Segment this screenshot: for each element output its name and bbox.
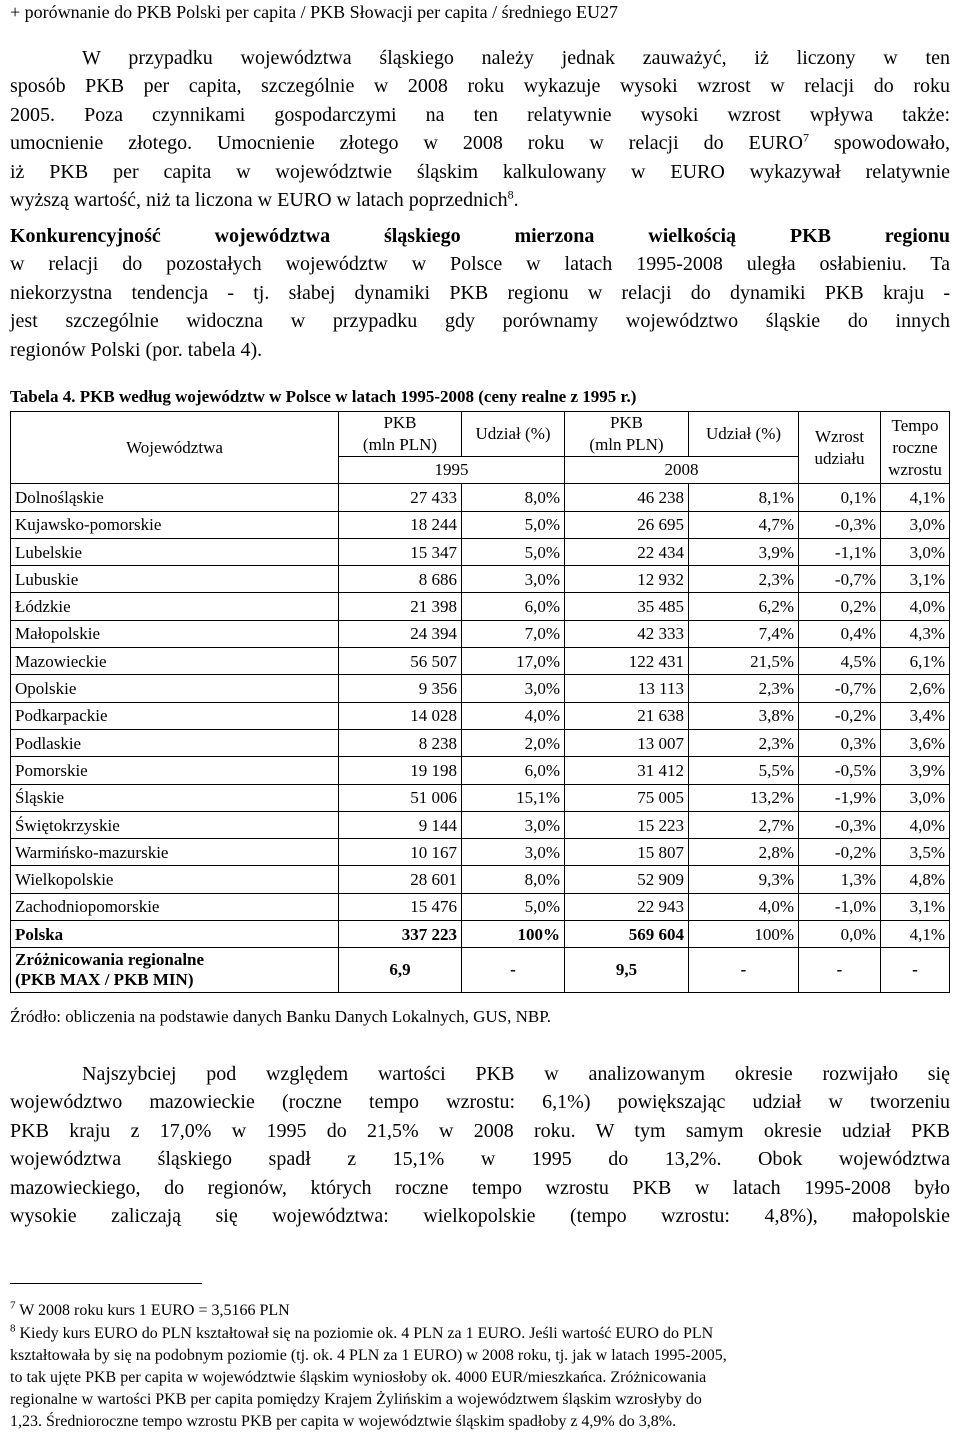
footnote-number: 8 — [10, 1322, 16, 1335]
footnote-ref-7[interactable]: 7 — [802, 130, 809, 145]
cell-annual-growth: 4,1% — [881, 484, 950, 511]
paragraph-fastest-growth — [10, 1060, 950, 1230]
cell-name: Lubelskie — [11, 538, 339, 565]
cell-share-growth: 0,4% — [799, 620, 881, 647]
cell-name: Podkarpackie — [11, 702, 339, 729]
cell-annual-growth: 3,0% — [881, 784, 950, 811]
cell-pkb-1995: 8 238 — [339, 729, 462, 756]
header-share-growth: Wzrost udziału — [799, 412, 881, 484]
cell-share-2008: 4,7% — [689, 511, 799, 538]
footnote-line: 1,23. Średnioroczne tempo wzrostu PKB per capita w województwie śląskim spadłoby z 4,9% do 3,8%. — [10, 1413, 677, 1430]
cell-pkb-1995: 10 167 — [339, 839, 462, 866]
cell-share-growth: -0,2% — [799, 702, 881, 729]
cell-annual-growth: 4,1% — [881, 921, 950, 948]
table-row — [11, 729, 950, 756]
gdp-table — [10, 411, 950, 993]
cell-share-1995: 8,0% — [462, 484, 565, 511]
cell-pkb-2008: 15 807 — [565, 839, 689, 866]
cell-name: Wielkopolskie — [11, 866, 339, 893]
cell-share-1995: 7,0% — [462, 620, 565, 647]
cell-annual-growth: 3,0% — [881, 511, 950, 538]
paragraph-line: województwa śląskiego spadł z 15,1% w 1995 do 13,2%. Obok województwa — [10, 1148, 950, 1171]
cell-share-1995: 3,0% — [462, 675, 565, 702]
header-voivodeship: Województwa — [11, 412, 339, 484]
cell-annual-growth: 3,9% — [881, 757, 950, 784]
header-share-1995: Udział (%) — [462, 412, 565, 457]
cell-pkb-1995: 24 394 — [339, 620, 462, 647]
header-year-2008: 2008 — [565, 457, 799, 484]
cell-share-2008: 8,1% — [689, 484, 799, 511]
cell-name: Małopolskie — [11, 620, 339, 647]
cell-name: Podlaskie — [11, 729, 339, 756]
table-row — [11, 811, 950, 838]
cell-share-1995: 17,0% — [462, 648, 565, 675]
cell-annual-growth: 2,6% — [881, 675, 950, 702]
cell-share-2008: 21,5% — [689, 648, 799, 675]
cell-share-growth: 0,1% — [799, 484, 881, 511]
cell-share-2008: - — [689, 948, 799, 993]
cell-pkb-1995: 21 398 — [339, 593, 462, 620]
cell-pkb-1995: 8 686 — [339, 566, 462, 593]
table-row — [11, 702, 950, 729]
paragraph-line: w relacji do pozostałych województw w Polsce w latach 1995-2008 uległa osłabieniu. Ta — [10, 253, 950, 276]
header-annual-growth: Tempo roczne wzrostu — [881, 412, 950, 484]
cell-pkb-2008: 52 909 — [565, 866, 689, 893]
cell-pkb-1995: 27 433 — [339, 484, 462, 511]
table-row — [11, 866, 950, 893]
cell-pkb-2008: 46 238 — [565, 484, 689, 511]
cell-annual-growth: - — [881, 948, 950, 993]
top-legend-line: + porównanie do PKB Polski per capita / PKB Słowacji per capita / średniego EU27 — [10, 2, 619, 22]
cell-share-2008: 2,3% — [689, 675, 799, 702]
paragraph-line: województwo mazowieckie (roczne tempo wzrostu: 6,1%) powiększając udział w tworzeniu — [10, 1091, 950, 1114]
paragraph-line: PKB kraju z 17,0% w 1995 do 21,5% w 2008 roku. W tym samym okresie udział PKB — [10, 1119, 950, 1142]
paragraph-line: umocnienie złotego. Umocnienie złotego w 2008 roku w relacji do EURO$^7$ spowodowało, — [10, 130, 950, 155]
cell-name: Kujawsko-pomorskie — [11, 511, 339, 538]
cell-pkb-1995: 28 601 — [339, 866, 462, 893]
cell-share-1995: 3,0% — [462, 566, 565, 593]
cell-pkb-2008: 31 412 — [565, 757, 689, 784]
cell-share-1995: - — [462, 948, 565, 993]
table-row — [11, 566, 950, 593]
cell-annual-growth: 4,0% — [881, 811, 950, 838]
cell-share-2008: 3,9% — [689, 538, 799, 565]
footnote-8 — [10, 1323, 940, 1433]
table-row — [11, 784, 950, 811]
cell-share-growth: 0,0% — [799, 921, 881, 948]
cell-annual-growth: 4,8% — [881, 866, 950, 893]
footnote-line: $^7$ W 2008 roku kurs 1 EURO = 3,5166 PLN — [10, 1299, 290, 1319]
cell-share-growth: -0,7% — [799, 675, 881, 702]
cell-share-1995: 3,0% — [462, 839, 565, 866]
cell-pkb-1995: 9 356 — [339, 675, 462, 702]
cell-share-growth: 1,3% — [799, 866, 881, 893]
header-year-1995: 1995 — [339, 457, 565, 484]
cell-pkb-1995: 18 244 — [339, 511, 462, 538]
cell-share-growth: -1,1% — [799, 538, 881, 565]
cell-share-2008: 2,7% — [689, 811, 799, 838]
cell-share-1995: 5,0% — [462, 511, 565, 538]
cell-pkb-1995: 15 347 — [339, 538, 462, 565]
cell-name: Mazowieckie — [11, 648, 339, 675]
cell-share-2008: 5,5% — [689, 757, 799, 784]
footnote-separator — [10, 1283, 202, 1284]
cell-pkb-2008: 13 007 — [565, 729, 689, 756]
cell-pkb-2008: 122 431 — [565, 648, 689, 675]
table-row — [11, 538, 950, 565]
cell-pkb-2008: 75 005 — [565, 784, 689, 811]
paragraph-line: iż PKB per capita w województwie śląskim kalkulowany w EURO wykazywał relatywnie — [10, 160, 950, 183]
cell-pkb-2008: 21 638 — [565, 702, 689, 729]
cell-share-2008: 2,3% — [689, 566, 799, 593]
cell-annual-growth: 4,0% — [881, 593, 950, 620]
cell-name: Dolnośląskie — [11, 484, 339, 511]
paragraph-line: 2005. Poza czynnikami gospodarczymi na ten relatywnie wysoki wzrost wpływa także: — [10, 103, 950, 126]
cell-pkb-2008: 26 695 — [565, 511, 689, 538]
cell-annual-growth: 4,3% — [881, 620, 950, 647]
table-row — [11, 893, 950, 920]
footnote-line: regionalne w wartości PKB per capita pomiędzy Krajem Żylińskim a województwem śląskim wzrosłyby do — [10, 1391, 702, 1408]
cell-pkb-2008: 9,5 — [565, 948, 689, 993]
cell-share-growth: 0,2% — [799, 593, 881, 620]
cell-share-growth: -0,3% — [799, 811, 881, 838]
table-row — [11, 757, 950, 784]
cell-pkb-2008: 15 223 — [565, 811, 689, 838]
header-pkb-1995: PKB (mln PLN) — [339, 412, 462, 457]
paragraph-line: regionów Polski (por. tabela 4). — [10, 338, 263, 361]
footnote-7 — [10, 1300, 940, 1322]
footnote-line: to tak ujęte PKB per capita w województwie śląskim wyniosłoby ok. 4000 EUR/mieszkańca. Zróżnicowania — [10, 1369, 707, 1386]
cell-name: Pomorskie — [11, 757, 339, 784]
footnote-number: 7 — [10, 1299, 16, 1312]
cell-share-growth: -0,7% — [799, 566, 881, 593]
cell-share-growth: -1,9% — [799, 784, 881, 811]
header-pkb-2008: PKB (mln PLN) — [565, 412, 689, 457]
table-row — [11, 484, 950, 511]
cell-share-1995: 8,0% — [462, 866, 565, 893]
paragraph-line: W przypadku województwa śląskiego należy jednak zauważyć, iż liczony w ten — [82, 47, 950, 69]
cell-pkb-2008: 569 604 — [565, 921, 689, 948]
cell-annual-growth: 3,1% — [881, 893, 950, 920]
cell-pkb-1995: 19 198 — [339, 757, 462, 784]
footnote-ref-8[interactable]: 8 — [507, 187, 514, 202]
cell-share-1995: 5,0% — [462, 893, 565, 920]
table-row — [11, 593, 950, 620]
table-row-regional-diff — [11, 948, 950, 993]
paragraph-exchange-rate — [10, 44, 950, 214]
cell-share-growth: 4,5% — [799, 648, 881, 675]
cell-pkb-2008: 35 485 — [565, 593, 689, 620]
cell-share-growth: - — [799, 948, 881, 993]
table-row-total — [11, 921, 950, 948]
cell-share-growth: -0,3% — [799, 511, 881, 538]
cell-pkb-2008: 13 113 — [565, 675, 689, 702]
cell-name: Polska — [11, 921, 339, 948]
cell-name: Zróżnicowania regionalne (PKB MAX / PKB MIN) — [11, 948, 339, 993]
cell-share-growth: 0,3% — [799, 729, 881, 756]
cell-name: Zachodniopomorskie — [11, 893, 339, 920]
cell-share-1995: 2,0% — [462, 729, 565, 756]
cell-annual-growth: 3,0% — [881, 538, 950, 565]
cell-share-growth: -0,5% — [799, 757, 881, 784]
cell-pkb-1995: 9 144 — [339, 811, 462, 838]
cell-share-2008: 2,3% — [689, 729, 799, 756]
cell-annual-growth: 3,6% — [881, 729, 950, 756]
cell-share-2008: 7,4% — [689, 620, 799, 647]
cell-share-1995: 4,0% — [462, 702, 565, 729]
cell-annual-growth: 3,5% — [881, 839, 950, 866]
table-caption: Tabela 4. PKB według województw w Polsce w latach 1995-2008 (ceny realne z 1995 r.) — [10, 387, 637, 406]
cell-pkb-1995: 51 006 — [339, 784, 462, 811]
cell-name: Lubuskie — [11, 566, 339, 593]
cell-pkb-1995: 337 223 — [339, 921, 462, 948]
cell-name: Świętokrzyskie — [11, 811, 339, 838]
table-row — [11, 839, 950, 866]
cell-share-2008: 9,3% — [689, 866, 799, 893]
paragraph-line: Najszybciej pod względem wartości PKB w analizowanym okresie rozwijało się — [82, 1063, 950, 1085]
table-row — [11, 511, 950, 538]
cell-share-1995: 100% — [462, 921, 565, 948]
cell-pkb-2008: 42 333 — [565, 620, 689, 647]
cell-share-growth: -0,2% — [799, 839, 881, 866]
cell-pkb-2008: 22 434 — [565, 538, 689, 565]
paragraph-line: sposób PKB per capita, szczególnie w 2008 roku wykazuje wysoki wzrost w relacji do roku — [10, 75, 950, 98]
table-row — [11, 620, 950, 647]
paragraph-competitiveness — [10, 222, 950, 364]
footnote-line: $^8$ Kiedy kurs EURO do PLN kształtował się na poziomie ok. 4 PLN za 1 EURO. Jeśli wartość EURO do PLN — [10, 1322, 714, 1342]
cell-pkb-1995: 15 476 — [339, 893, 462, 920]
header-share-2008: Udział (%) — [689, 412, 799, 457]
cell-share-growth: -1,0% — [799, 893, 881, 920]
table-row — [11, 675, 950, 702]
cell-name: Opolskie — [11, 675, 339, 702]
cell-share-2008: 3,8% — [689, 702, 799, 729]
table-source: Źródło: obliczenia na podstawie danych Banku Danych Lokalnych, GUS, NBP. — [10, 1007, 552, 1026]
cell-pkb-2008: 12 932 — [565, 566, 689, 593]
cell-share-1995: 3,0% — [462, 811, 565, 838]
cell-annual-growth: 6,1% — [881, 648, 950, 675]
cell-pkb-2008: 22 943 — [565, 893, 689, 920]
paragraph-lead-line: Konkurencyjność województwa śląskiego mierzona wielkością PKB regionu — [10, 225, 950, 247]
cell-share-1995: 15,1% — [462, 784, 565, 811]
footnote-line: kształtowała by się na podobnym poziomie (tj. ok. 4 PLN za 1 EURO) w 2008 roku, tj. jak w latach 1995-2005, — [10, 1347, 727, 1364]
paragraph-line: wyższą wartość, niż ta liczona w EURO w latach poprzednich$^8$. — [10, 187, 519, 212]
cell-pkb-1995: 14 028 — [339, 702, 462, 729]
cell-share-1995: 6,0% — [462, 757, 565, 784]
cell-annual-growth: 3,1% — [881, 566, 950, 593]
paragraph-line: jest szczególnie widoczna w przypadku gdy porównamy województwo śląskie do innych — [10, 310, 950, 333]
cell-share-2008: 100% — [689, 921, 799, 948]
cell-share-1995: 6,0% — [462, 593, 565, 620]
table-row — [11, 648, 950, 675]
paragraph-line: wysokie zaliczają się województwa: wielkopolskie (tempo wzrostu: 4,8%), małopolskie — [10, 1205, 950, 1228]
cell-share-2008: 2,8% — [689, 839, 799, 866]
cell-name: Śląskie — [11, 784, 339, 811]
cell-pkb-1995: 6,9 — [339, 948, 462, 993]
paragraph-line: niekorzystna tendencja - tj. słabej dynamiki PKB regionu w relacji do dynamiki PKB kraju - — [10, 281, 950, 304]
paragraph-line: mazowieckiego, do regionów, których roczne tempo wzrostu PKB w latach 1995-2008 było — [10, 1176, 950, 1199]
cell-share-2008: 6,2% — [689, 593, 799, 620]
cell-share-2008: 4,0% — [689, 893, 799, 920]
cell-name: Łódzkie — [11, 593, 339, 620]
cell-share-2008: 13,2% — [689, 784, 799, 811]
cell-share-1995: 5,0% — [462, 538, 565, 565]
cell-name: Warmińsko-mazurskie — [11, 839, 339, 866]
cell-pkb-1995: 56 507 — [339, 648, 462, 675]
cell-annual-growth: 3,4% — [881, 702, 950, 729]
